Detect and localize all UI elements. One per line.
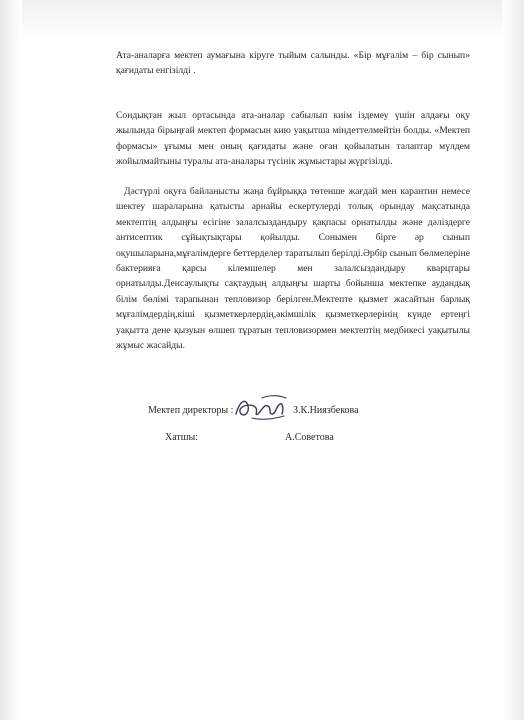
scan-shade-right bbox=[502, 0, 524, 720]
scan-shade-left bbox=[0, 0, 22, 720]
secretary-label: Хатшы: bbox=[165, 432, 198, 443]
paragraph-school-uniform: Сондықтан жыл ортасында ата-аналар сабылып киім іздемеу үшін алдағы оқу жылында бірыңғай мектеп формасын кию уақытша міндеттелмейтін болды. «Мектеп формасы» ұғымы мен оның қағидаты және оған қойылатын талаптар мүлдем жойылмайтыны туралы ата-аналары түсінік жұмыстары жүргізілді. bbox=[116, 110, 470, 168]
paragraph-parents-access: Ата-аналарға мектеп аумағына кіруге тыйым салынды. «Бір мұғалім – бір сынып» қағидаты енгізілді . bbox=[116, 50, 470, 77]
secretary-name: А.Советова bbox=[285, 432, 334, 443]
paragraph-sanitary-measures: Дәстүрлі оқуға байланысты жаңа бұйрыққа төтенше жағдай мен карантин немесе шектеу шараларына қатысты арнайы ескертулерді толық орындау мақсатында мектептің алдыңғы есігіне залалсыздандыру қақпасы орнатылды және дәліздерге антисептик сұйықтықтары қойылды. Сонымен бірге әр сынып оқушыларына,мұғалімдерге беттерделер таратылып берілді.Әрбір сынып бөлмелеріне бактерияға қарсы кілемшелер мен залалсыздандыру кварцтары орнатылды.Денсаулықты сақтаудың алдыңғы шарты бойынша мектепке аудандық білім бөлімі тарапынан тепловизор берілген.Мектепте қызмет жасайтын барлық мұғалімдердің,кіші қызметкерлердің,әкімшілік қызметкерлерінің күнде ертеңгі уақытта дене қызуын өлшеп тұратын тепловизормен мектептің медбикесі уақытылы жұмыс жасайды. bbox=[116, 186, 470, 352]
director-name: З.К.Ниязбекова bbox=[293, 405, 359, 416]
director-signature-icon bbox=[232, 392, 290, 424]
director-label: Мектеп директоры : bbox=[148, 405, 234, 416]
scan-shade-top bbox=[0, 0, 524, 40]
